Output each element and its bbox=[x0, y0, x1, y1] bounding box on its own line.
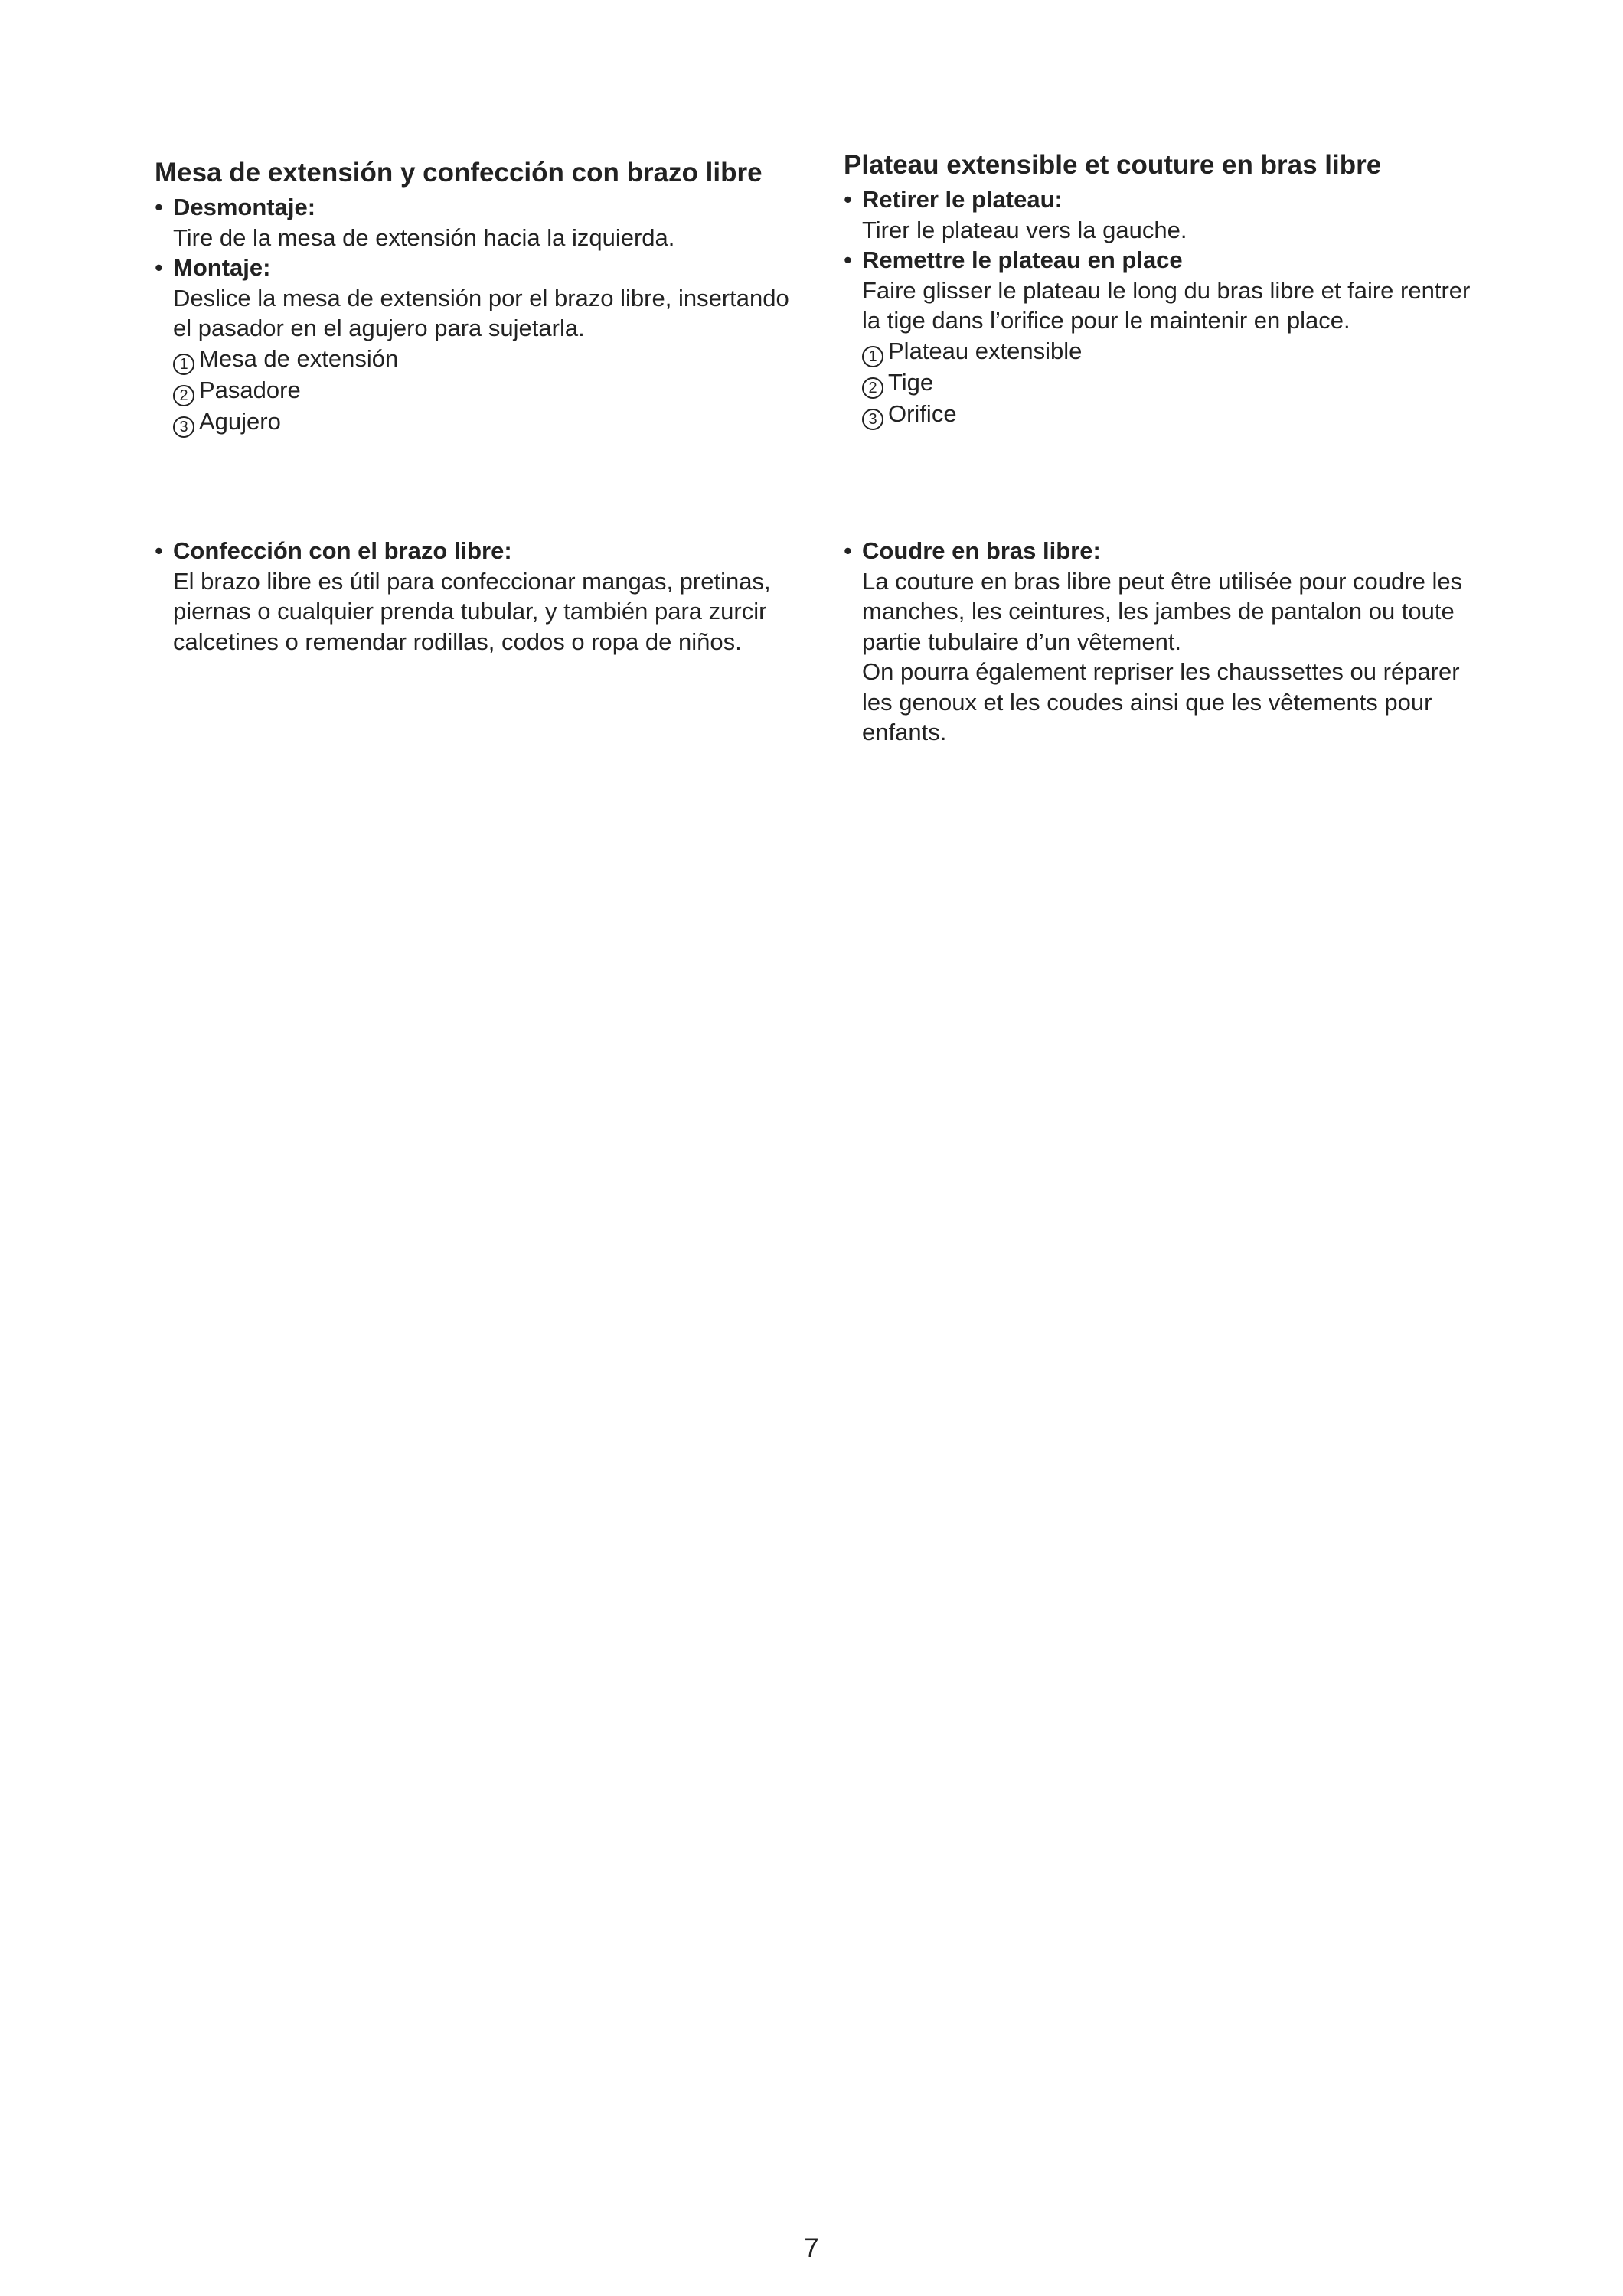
spanish-free-arm-text-line: El brazo libre es útil para confeccionar mangas, pretinas, bbox=[173, 567, 771, 595]
circled-number-icon: 3 bbox=[862, 409, 883, 430]
bullet-icon: • bbox=[155, 537, 163, 564]
spanish-legend-item bbox=[155, 375, 828, 406]
circled-number-icon: 3 bbox=[173, 416, 194, 438]
spanish-free-arm-text-line: calcetines o remendar rodillas, codos o ropa de niños. bbox=[173, 628, 742, 655]
circled-number-icon: 1 bbox=[862, 346, 883, 367]
spanish-free-arm-section bbox=[155, 536, 828, 657]
french-extension-table-section bbox=[844, 149, 1517, 430]
french-free-arm-text-line: les genoux et les coudes ainsi que les vêtements pour bbox=[862, 688, 1432, 716]
bullet-icon: • bbox=[155, 194, 163, 220]
circled-number-icon: 2 bbox=[173, 385, 194, 406]
french-free-arm-block bbox=[844, 536, 1517, 748]
french-free-arm-label: Coudre en bras libre: bbox=[862, 537, 1101, 564]
french-free-arm-section bbox=[844, 536, 1517, 748]
bullet-icon: • bbox=[844, 537, 852, 564]
french-free-arm-text-line: La couture en bras libre peut être utilisée pour coudre les bbox=[862, 567, 1463, 595]
spanish-free-arm-block bbox=[155, 536, 828, 657]
spanish-free-arm-label: Confección con el brazo libre: bbox=[173, 537, 512, 564]
french-free-arm-text-line: manches, les ceintures, les jambes de pantalon ou toute bbox=[862, 598, 1455, 625]
spanish-legend-item bbox=[155, 406, 828, 438]
circled-number-icon: 2 bbox=[862, 377, 883, 399]
legend-label: Orifice bbox=[888, 400, 957, 427]
french-legend-item bbox=[844, 399, 1517, 430]
french-section-heading: Plateau extensible et couture en bras libre bbox=[844, 150, 1382, 180]
page-number: 7 bbox=[804, 2233, 819, 2263]
french-removal-label: Retirer le plateau: bbox=[862, 186, 1063, 213]
french-removal-text: Tirer le plateau vers la gauche. bbox=[862, 216, 1187, 243]
spanish-instructions bbox=[155, 192, 828, 438]
legend-label: Tige bbox=[888, 368, 934, 396]
circled-number-icon: 1 bbox=[173, 354, 194, 375]
french-instructions bbox=[844, 184, 1517, 430]
legend-label: Mesa de extensión bbox=[199, 344, 399, 372]
spanish-removal-label-line bbox=[155, 192, 828, 223]
bullet-icon: • bbox=[155, 254, 163, 281]
french-free-arm-label-line bbox=[844, 536, 1517, 566]
french-free-arm-text-line: On pourra également repriser les chaussettes ou réparer bbox=[862, 658, 1460, 685]
french-removal-label-line bbox=[844, 184, 1517, 215]
spanish-removal-text: Tire de la mesa de extensión hacia la izquierda. bbox=[173, 223, 675, 251]
spanish-removal-label: Desmontaje: bbox=[173, 194, 316, 220]
spanish-section-heading: Mesa de extensión y confección con brazo libre bbox=[155, 158, 763, 188]
legend-label: Agujero bbox=[199, 407, 281, 435]
french-mounting-text-line: Faire glisser le plateau le long du bras libre et faire rentrer bbox=[862, 276, 1471, 304]
french-free-arm-text-line: enfants. bbox=[862, 719, 947, 745]
french-legend-item bbox=[844, 367, 1517, 399]
bullet-icon: • bbox=[844, 246, 852, 273]
french-mounting-label: Remettre le plateau en place bbox=[862, 246, 1183, 273]
spanish-free-arm-label-line bbox=[155, 536, 828, 566]
spanish-mounting-label: Montaje: bbox=[173, 254, 271, 281]
spanish-mounting-label-line bbox=[155, 253, 828, 283]
spanish-legend-item bbox=[155, 344, 828, 375]
bullet-icon: • bbox=[844, 186, 852, 213]
spanish-extension-table-section bbox=[155, 157, 828, 438]
spanish-mounting-text-line: el pasador en el agujero para sujetarla. bbox=[173, 315, 585, 341]
legend-label: Pasadore bbox=[199, 376, 301, 403]
spanish-mounting-text-line: Deslice la mesa de extensión por el brazo libre, insertando bbox=[173, 284, 789, 311]
french-free-arm-text-line: partie tubulaire d’un vêtement. bbox=[862, 628, 1182, 655]
french-mounting-label-line bbox=[844, 245, 1517, 276]
spanish-free-arm-text-line: piernas o cualquier prenda tubular, y también para zurcir bbox=[173, 598, 767, 625]
french-legend-item bbox=[844, 336, 1517, 367]
legend-label: Plateau extensible bbox=[888, 337, 1083, 364]
french-mounting-text-line: la tige dans l’orifice pour le maintenir en place. bbox=[862, 307, 1350, 334]
